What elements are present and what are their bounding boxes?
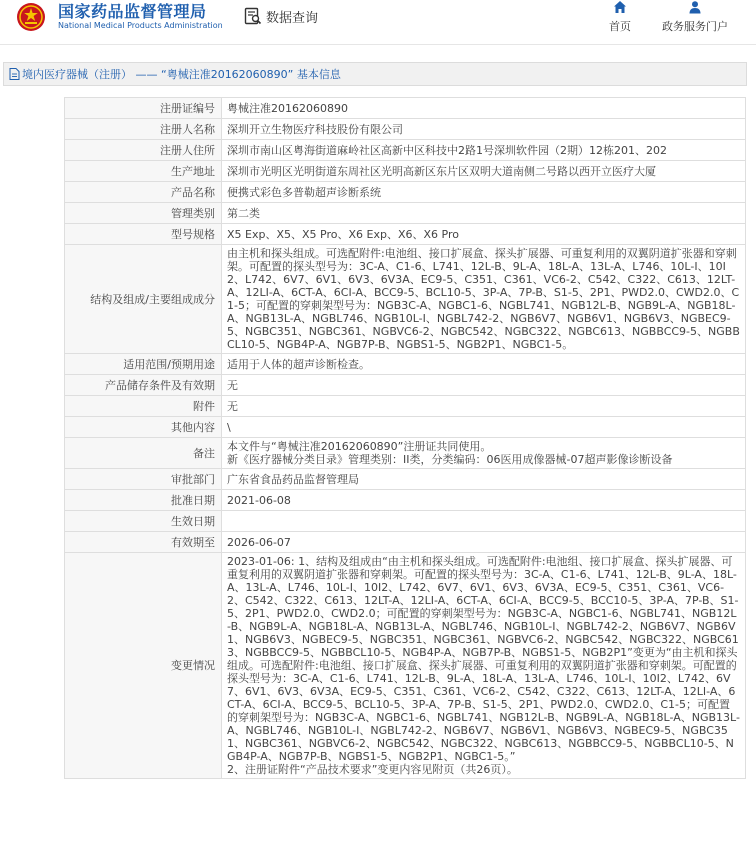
field-value: 深圳市光明区光明街道东周社区光明高新区东片区双明大道南侧二号路以西开立医疗大厦 <box>222 161 746 182</box>
field-label: 管理类别 <box>65 203 222 224</box>
site-logo-subtitle: National Medical Products Administration <box>58 21 223 30</box>
table-row <box>65 417 746 438</box>
nav-gov-portal-label: 政务服务门户 <box>662 20 728 33</box>
document-icon <box>9 68 20 80</box>
user-icon <box>688 0 702 14</box>
field-value: X5 Exp、X5、X5 Pro、X6 Exp、X6、X6 Pro <box>222 224 746 245</box>
field-value: 无 <box>222 396 746 417</box>
field-label: 注册人名称 <box>65 119 222 140</box>
breadcrumb-text: 境内医疗器械（注册） —— “粤械注准20162060890” 基本信息 <box>22 68 341 81</box>
nav-gov-portal[interactable] <box>657 0 733 34</box>
data-query-link[interactable] <box>244 6 318 26</box>
field-label: 其他内容 <box>65 417 222 438</box>
field-value: 粤械注准20162060890 <box>222 98 746 119</box>
table-row <box>65 438 746 469</box>
field-value: 本文件与“粤械注准20162060890”注册证共同使用。 新《医疗器械分类目录》管理类别：II类，分类编码：06医用成像器械-07超声影像诊断设备 <box>222 438 746 469</box>
field-value: 无 <box>222 375 746 396</box>
field-value: 2021-06-08 <box>222 490 746 511</box>
table-row <box>65 161 746 182</box>
table-row <box>65 532 746 553</box>
breadcrumb <box>3 62 747 86</box>
nav-home[interactable] <box>603 0 637 34</box>
field-label: 备注 <box>65 438 222 469</box>
table-row <box>65 203 746 224</box>
field-label: 有效期至 <box>65 532 222 553</box>
table-row <box>65 98 746 119</box>
field-value: 由主机和探头组成。可选配附件:电池组、接口扩展盒、探头扩展器、可重复利用的双翼阴道扩张器和穿刺架。可配置的探头型号为：3C-A、C1-6、L741、12L-B、9L-A、18L-A、13L-A、L746、10L-I、10I2、L742、6V7、6V1、6V3、6V3A、EC9-5、C351、C361、VC6-2、C542、C322、C613、12LT-A、12LI-A、6CT-A、6CI-A、BCC9-5、BCL10-5、3P-A、7P-B、S1-5、2P1、PWD2.0、CWD2.0、C1-5；可配置的穿刺架型号为：NGB3C-A、NGBC1-6、NGBL741、NGB12L-B、NGB9L-A、NGB18L-A、NGB13L-A、NGBL746、NGB10L-I、NGBL742-2、NGB6V7、NGB6V1、NGB6V3、NGBEC9-5、NGBC351、NGBC361、NGBVC6-2、NGBC542、NGBC322、NGBC613、NGBBCC9-5、NGBBCL10-5、NGB4P-A、NGB7P-B、NGBS1-5、NGB2P1、NGBC1-5。 <box>222 245 746 354</box>
table-row <box>65 375 746 396</box>
data-query-label: 数据查询 <box>266 10 319 26</box>
table-row <box>65 119 746 140</box>
table-row <box>65 490 746 511</box>
field-label: 产品储存条件及有效期 <box>65 375 222 396</box>
table-row <box>65 553 746 779</box>
field-value: \ <box>222 417 746 438</box>
table-row <box>65 354 746 375</box>
table-row <box>65 140 746 161</box>
field-value: 深圳市南山区粤海街道麻岭社区高新中区科技中2路1号深圳软件园（2期）12栋201、202 <box>222 140 746 161</box>
field-value: 便携式彩色多普勒超声诊断系统 <box>222 182 746 203</box>
field-label: 附件 <box>65 396 222 417</box>
table-row <box>65 245 746 354</box>
nav-home-label: 首页 <box>609 20 631 33</box>
field-value <box>222 511 746 532</box>
table-row <box>65 469 746 490</box>
table-row <box>65 511 746 532</box>
field-label: 生效日期 <box>65 511 222 532</box>
field-value: 深圳开立生物医疗科技股份有限公司 <box>222 119 746 140</box>
field-label: 生产地址 <box>65 161 222 182</box>
field-label: 注册证编号 <box>65 98 222 119</box>
registration-info-table <box>64 97 746 779</box>
site-logo-title[interactable]: 国家药品监督管理局 <box>58 2 207 21</box>
national-emblem-icon <box>16 2 46 32</box>
field-value: 广东省食品药品监督管理局 <box>222 469 746 490</box>
field-label: 注册人住所 <box>65 140 222 161</box>
field-label: 适用范围/预期用途 <box>65 354 222 375</box>
field-label: 产品名称 <box>65 182 222 203</box>
table-row <box>65 182 746 203</box>
field-value: 第二类 <box>222 203 746 224</box>
field-value: 2026-06-07 <box>222 532 746 553</box>
data-query-icon <box>244 7 262 25</box>
field-value: 2023-01-06: 1、结构及组成由“由主机和探头组成。可选配附件:电池组、接口扩展盒、探头扩展器、可重复利用的双翼阴道扩张器和穿刺架。可配置的探头型号为：3C-A、C1-6、L741、12L-B、9L-A、18L-A、13L-A、L746、10L-I、10I2、L742、6V7、6V1、6V3、6V3A、EC9-5、C351、C361、VC6-2、C542、C322、C613、12LT-A、12LI-A、6CT-A、6CI-A、BCC9-5、BCC10-5、3P-A、7P-B、S1-5、2P1、PWD2.0、CWD2.0；可配置的穿刺架型号为：NGB3C-A、NGBC1-6、NGBL741、NGB12L-B、NGB9L-A、NGB18L-A、NGB13L-A、NGBL746、NGB10L-I、NGBL742-2、NGB6V7、NGB6V1、NGB6V3、NGBEC9-5、NGBC351、NGBC361、NGBVC6-2、NGBC542、NGBC322、NGBC613、NGBBCC9-5、NGBBCL10-5、NGB4P-A、NGB7P-B、NGBS1-5、NGB2P1”变更为“由主机和探头组成。可选配附件:电池组、接口扩展盒、探头扩展器、可重复利用的双翼阴道扩张器和穿刺架。可配置的探头型号为：3C-A、C1-6、L741、12L-B、9L-A、18L-A、13L-A、L746、10L-I、10I2、L742、6V7、6V1、6V3、6V3A、EC9-5、C351、C361、VC6-2、C542、C322、C613、12LT-A、12LI-A、6CT-A、6CI-A、BCC9-5、BCL10-5、3P-A、7P-B、S1-5、2P1、PWD2.0、CWD2.0、C1-5；可配置的穿刺架型号为：NGB3C-A、NGBC1-6、NGBL741、NGB12L-B、NGB9L-A、NGB18L-A、NGB13L-A、NGBL746、NGB10L-I、NGBL742-2、NGB6V7、NGB6V1、NGB6V3、NGBEC9-5、NGBC351、NGBC361、NGBVC6-2、NGBC542、NGBC322、NGBC613、NGBBCC9-5、NGBBCL10-5、NGB4P-A、NGB7P-B、NGBS1-5、NGB2P1、NGBC1-5。” 2、注册证附件“产品技术要求”变更内容见附页（共26页）。 <box>222 553 746 779</box>
field-label: 结构及组成/主要组成成分 <box>65 245 222 354</box>
table-row <box>65 224 746 245</box>
field-label: 变更情况 <box>65 553 222 779</box>
home-icon <box>613 0 627 14</box>
field-label: 批准日期 <box>65 490 222 511</box>
site-header <box>0 0 756 45</box>
table-row <box>65 396 746 417</box>
field-label: 型号规格 <box>65 224 222 245</box>
field-value: 适用于人体的超声诊断检查。 <box>222 354 746 375</box>
field-label: 审批部门 <box>65 469 222 490</box>
